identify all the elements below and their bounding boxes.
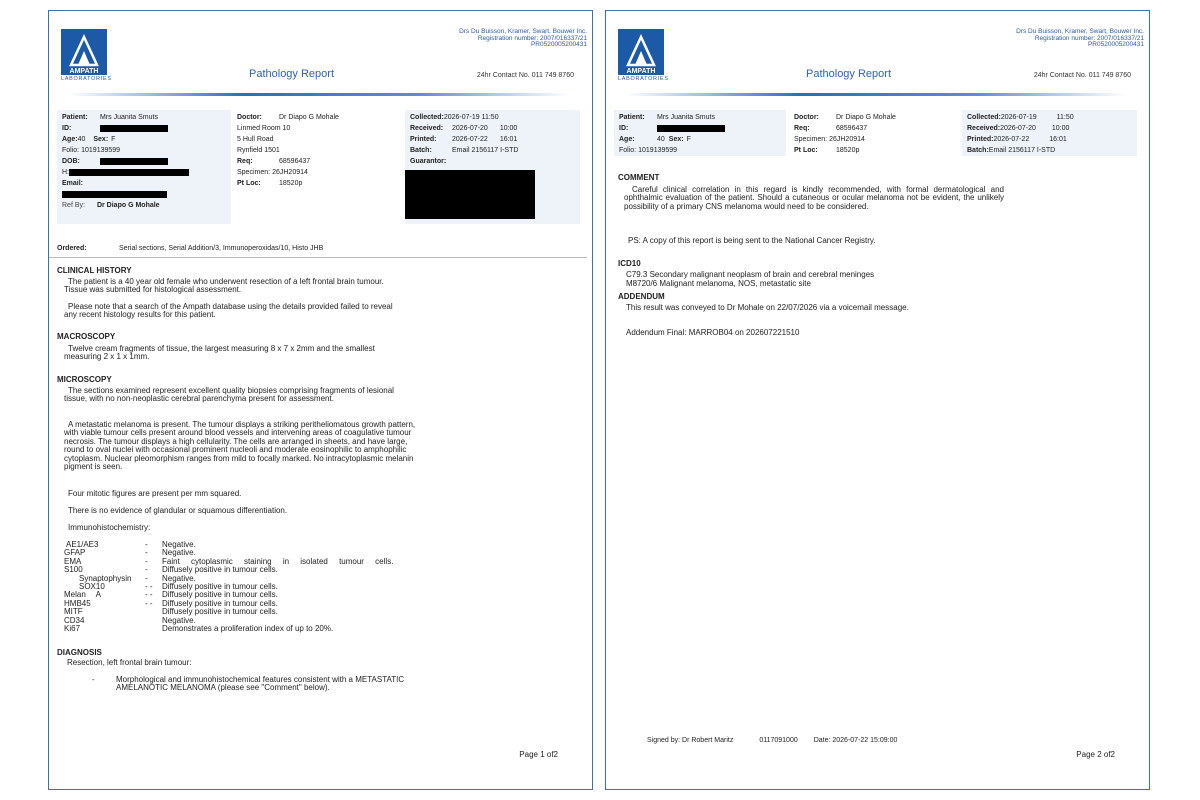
macroscopy-p1: Twelve cream fragments of tissue, the largest measuring 8 x 7 x 2mm and the smallest measuring 2 x 1 x 1mm. xyxy=(64,344,375,362)
lab-registration-info: Drs Du Buisson, Kramer, Swart, Bouwer Inc. Registration number: 2007/016337/21 PR0520005200431 xyxy=(459,28,587,48)
report-page-1 xyxy=(48,10,593,790)
clinical-history-p1: The patient is a 40 year old female who underwent resection of a left frontal brain tumour. Tissue was submitted for histological assessment. xyxy=(64,277,384,295)
comment-p2: PS: A copy of this report is being sent to the National Cancer Registry. xyxy=(628,236,876,245)
doctor-panel: Doctor: Dr Diapo G Mohale Linmed Room 10 5 Hull Road Rynfield 1501 Req: 68596437 Specimen: 26JH20914 Pt Loc: 18520p xyxy=(232,110,404,224)
ihc-row: S100 - Diffusely positive in tumour cells. xyxy=(64,565,278,575)
report-title: Pathology Report xyxy=(249,68,334,80)
comment-heading: COMMENT xyxy=(618,173,660,182)
patient-panel: Patient: Mrs Juanita Smuts ID: Age:40 Sex: F Folio: 1019139599 DOB: H: Email: Ref By: Dr Diapo G Mohale xyxy=(57,110,231,224)
addendum-p1: This result was conveyed to Dr Mohale on 22/07/2026 via a voicemail message. xyxy=(626,303,909,312)
header-divider xyxy=(626,93,1126,96)
page-number: Page 2 of2 xyxy=(1076,750,1115,759)
ihc-row: MITF Diffusely positive in tumour cells. xyxy=(64,607,278,617)
contact-number: 24hr Contact No. 011 749 8760 xyxy=(1033,72,1131,79)
clinical-history-heading: CLINICAL HISTORY xyxy=(57,266,132,275)
report-title: Pathology Report xyxy=(806,68,891,80)
ihc-row: SOX10 - - Diffusely positive in tumour cells. xyxy=(79,581,278,591)
comment-p1: Careful clinical correlation in this regard is kindly recommended, with formal dermatological and ophthalmic evaluation of the patient. Should a cutaneous or ocular melanoma not be evident, the unlikely possibility of a primary CNS melanoma would need to be considered. xyxy=(624,185,1004,211)
immunohistochemistry-table xyxy=(64,540,394,633)
dates-panel: Collected:2026-07-19 11:50 Received:2026-07-20 10:00 Printed:2026-07-22 16:01 Batch:Email 2156117 I-STD xyxy=(962,110,1137,156)
redacted-dob xyxy=(100,158,168,165)
contact-number: 24hr Contact No. 011 749 8760 xyxy=(476,72,574,79)
addendum-p2: Addendum Final: MARROB04 on 202607221510 xyxy=(626,328,800,337)
doctor-panel: Doctor: Dr Diapo G Mohale Req: 68596437 Specimen: 26JH20914 Pt Loc: 18520p xyxy=(789,110,961,156)
ihc-row: CD34 Negative. xyxy=(64,615,196,625)
microscopy-heading: MICROSCOPY xyxy=(57,375,112,384)
microscopy-p5: Immunohistochemistry: xyxy=(68,523,151,532)
patient-panel: Patient: Mrs Juanita Smuts ID: Age: 40 Sex: F Folio: 1019139599 xyxy=(614,110,786,156)
ihc-row: AE1/AE3 - Negative. xyxy=(66,540,196,549)
macroscopy-heading: MACROSCOPY xyxy=(57,332,116,341)
microscopy-p3: Four mitotic figures are present per mm squared. xyxy=(68,489,242,498)
diagnosis-p2: Morphological and immunohistochemical features consistent with a METASTATIC AMELANOTIC MELANOMA (please see "Comment" below). xyxy=(116,675,405,693)
ihc-row: Melan A - - Diffusely positive in tumour cells. xyxy=(64,590,278,600)
addendum-heading: ADDENDUM xyxy=(618,292,665,301)
ihc-row: GFAP - Negative. xyxy=(64,548,196,558)
lab-registration-info: Drs Du Buisson, Kramer, Swart, Bouwer Inc. Registration number: 2007/016337/21 PR0520005200431 xyxy=(1016,28,1144,48)
icd10-line2: M8720/6 Malignant melanoma, NOS, metastatic site xyxy=(626,279,811,288)
icd10-heading: ICD10 xyxy=(618,259,641,268)
microscopy-p4: There is no evidence of glandular or squamous differentiation. xyxy=(68,506,288,515)
redacted-email xyxy=(62,191,167,198)
ordered-divider xyxy=(49,257,587,258)
diagnosis-heading: DIAGNOSIS xyxy=(57,648,102,657)
ampath-logo: AMPATH LABORATORIES xyxy=(61,29,107,83)
ihc-row: HMB45 - - Diffusely positive in tumour cells. xyxy=(64,598,278,608)
dates-panel: Collected:2026-07-19 11:50 Received: 2026-07-20 10:00 Printed: 2026-07-22 16:01 Batch: Email 2156117 I-STD Guarantor: xyxy=(405,110,580,224)
ampath-logo: AMPATH LABORATORIES xyxy=(618,29,664,83)
redacted-address xyxy=(69,169,189,176)
ordered-line: Ordered: Serial sections, Serial Addition/3, Immunoperoxidas/10, Histo JHB xyxy=(57,245,324,252)
microscopy-p1: The sections examined represent excellent quality biopsies comprising fragments of lesional tissue, with no non-neoplastic cerebral parenchyma present for assessment. xyxy=(64,386,394,404)
microscopy-p2: A metastatic melanoma is present. The tumour displays a striking peritheliomatous growth pattern, with viable tumour cells present around blood vessels and intervening areas of coagulative tumour necrosis. The tumour displays a high cellularity. The cells are arranged in sheets, and have large, round to oval nuclei with occasional prominent nucleoli and moderate eosinophilic to amphophilic cytoplasm. Nuclear pleomorphism ranges from mild to focally marked. No intracytoplasmic melanin pigment is seen. xyxy=(64,420,416,472)
ihc-row: EMA - Faint cytoplasmic staining in isolated tumour cells. xyxy=(64,556,394,566)
redacted-id xyxy=(100,125,168,132)
ihc-row: Synaptophysin - Negative. xyxy=(79,573,196,583)
redacted-id xyxy=(657,125,725,132)
report-page-2 xyxy=(605,10,1150,790)
diagnosis-bullet: - xyxy=(92,675,95,684)
clinical-history-p2: Please note that a search of the Ampath database using the details provided failed to reveal any recent histology results for this patient. xyxy=(64,302,393,320)
svg-text:AMPATH: AMPATH xyxy=(626,68,656,75)
signature-line: Signed by: Dr Robert Maritz 0117091000 Date: 2026-07-22 15:09:00 xyxy=(647,737,898,744)
redacted-guarantor xyxy=(405,170,535,219)
icd10-line1: C79.3 Secondary malignant neoplasm of brain and cerebral meninges xyxy=(626,270,875,279)
patient-name: Mrs Juanita Smuts xyxy=(100,114,158,121)
page-number: Page 1 of2 xyxy=(519,750,558,759)
diagnosis-p1: Resection, left frontal brain tumour: xyxy=(67,658,192,667)
header-divider xyxy=(69,93,569,96)
svg-text:AMPATH: AMPATH xyxy=(69,68,99,75)
ihc-row: Ki67 Demonstrates a proliferation index of up to 20%. xyxy=(64,623,334,633)
